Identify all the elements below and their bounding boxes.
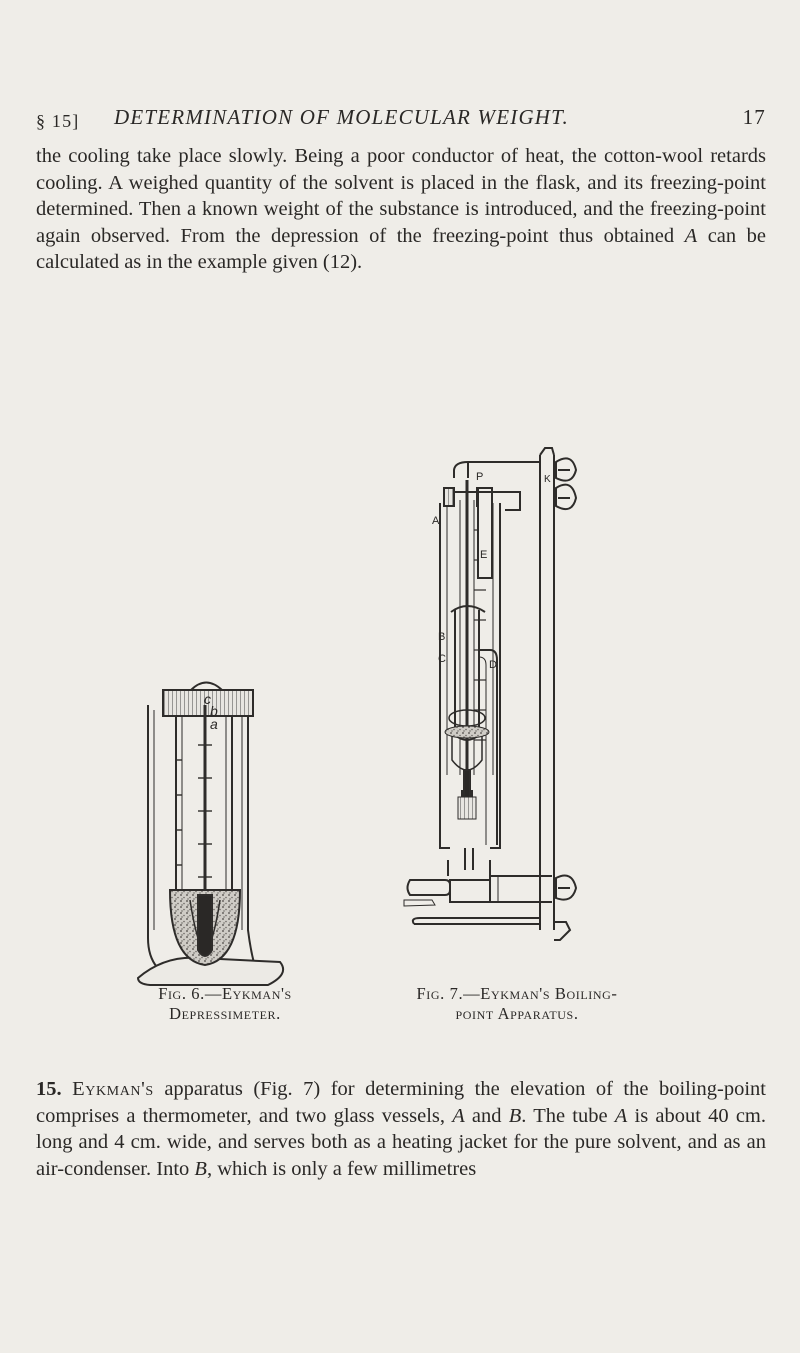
fig7-label-k: K [544,474,551,485]
fig6-caption-line1: Fig. 6.—Eykman's [158,984,292,1003]
page-number: 17 [742,105,766,129]
italic-b-2: B [194,1157,207,1180]
italic-a: A [452,1104,465,1127]
fig6-caption [140,984,310,1024]
fig7-boiling-point-apparatus [404,448,576,940]
fig7-caption [402,984,632,1024]
paragraph-text: the cooling take place slowly. Being a poor conductor of heat, the cotton-wool retards cooling. A weighed quantity of the solvent is placed in the flask, and its freezing-point determined. Then a known weight of the substance is introduced, and the freezing-point again observed. From the depression of the freezing-point thus obtained [36,145,766,247]
fig7-label-p: P [476,471,484,483]
italic-symbol: A [684,224,698,247]
section-15-number: 15. [36,1078,62,1100]
fig7-label-b: B [438,631,446,643]
fig7-caption-line1: Fig. 7.—Eykman's Boiling- [416,984,618,1003]
paragraph-eykman-apparatus [36,1076,766,1182]
fig7-label-a: A [432,515,440,527]
name-eykman: Eykman's [72,1078,154,1100]
fig7-label-e: E [480,549,488,561]
paragraph-text-1: apparatus (Fig. 7) for determining the elevation of the boiling-point comprises a thermometer, and two glass vessels, [36,1078,766,1127]
fig7-label-d: D [489,659,497,671]
paragraph-text-2: and [464,1104,509,1127]
paragraph-text-5: , which is only a few millimetres [206,1157,477,1180]
fig6-label-c: c [204,691,211,707]
fig7-label-c: C [438,653,446,665]
fig6-label-b: b [210,703,218,719]
section-number: § 15] [36,111,80,131]
page-header-title: DETERMINATION OF MOLECULAR WEIGHT. [114,105,569,129]
italic-a-2: A [614,1104,628,1127]
fig6-caption-line2: Depressimeter. [169,1004,281,1023]
fig6-label-a: a [210,716,218,732]
paragraph-text-3: . The tube [521,1104,615,1127]
italic-b: B [508,1104,522,1127]
paragraph-text-4: is about 40 cm. long and 4 cm. wide, and serves both as a heating jacket for the pure solvent, and as an air-condenser. Into [36,1104,766,1180]
fig7-caption-line2: point Apparatus. [455,1004,579,1023]
paragraph-text-end: can be calculated as in the example given (12). [36,224,766,274]
